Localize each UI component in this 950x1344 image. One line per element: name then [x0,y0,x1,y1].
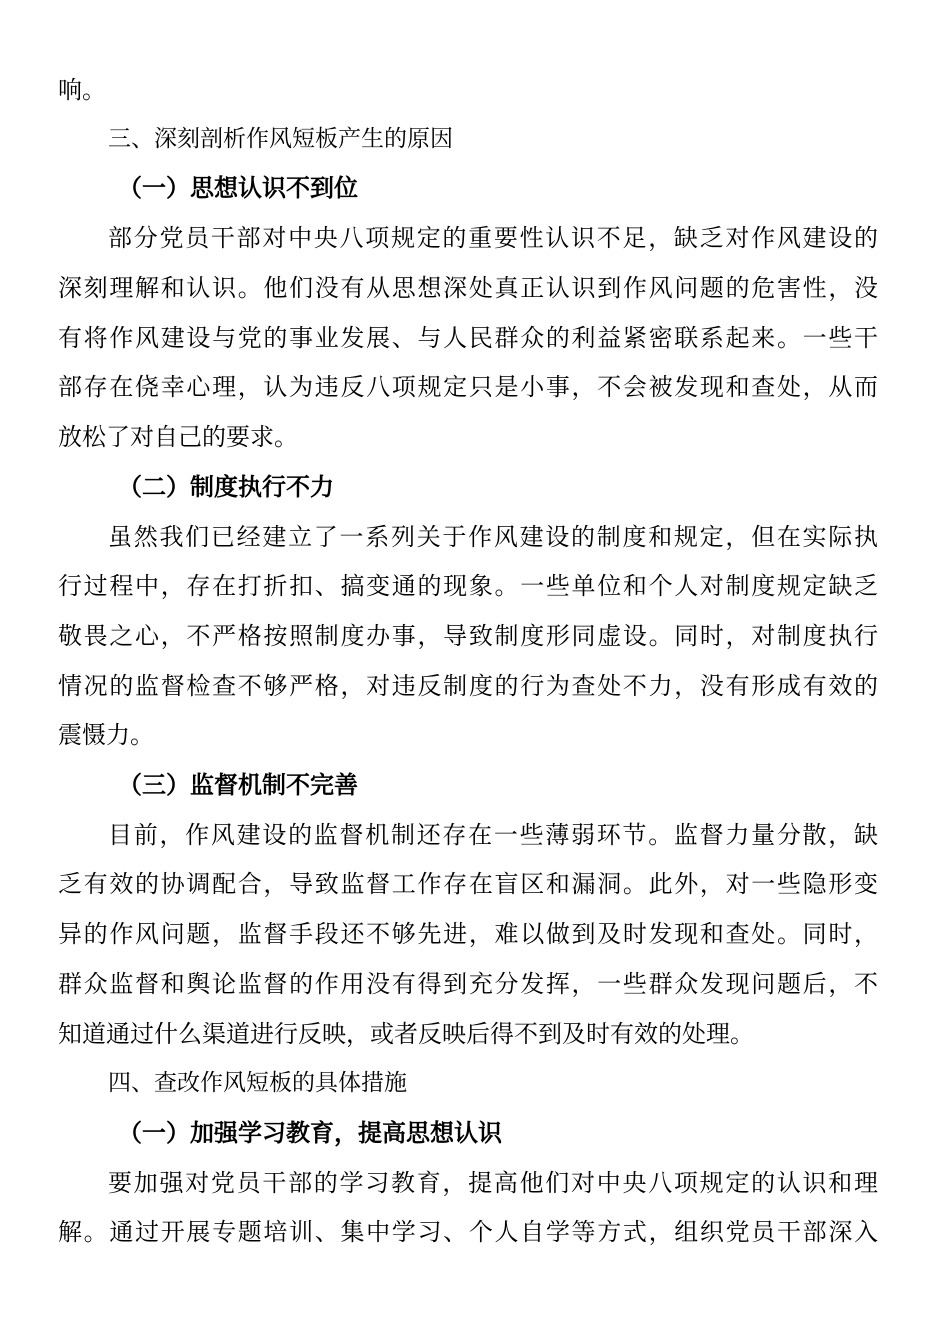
paragraph-line: 情况的监督检查不够严格，对违反制度的行为查处不力，没有形成有效的 [58,672,878,700]
paragraph-line: 要加强对党员干部的学习教育，提高他们对中央八项规定的认识和理 [108,1169,878,1197]
paragraph-line: 部存在侥幸心理，认为违反八项规定只是小事，不会被发现和查处，从而 [58,373,878,401]
paragraph-line: 敬畏之心，不严格按照制度办事，导致制度形同虚设。同时，对制度执行 [58,622,878,650]
paragraph-line: 虽然我们已经建立了一系列关于作风建设的制度和规定，但在实际执 [108,523,878,551]
paragraph-line: 异的作风问题，监督手段还不够先进，难以做到及时发现和查处。同时， [58,920,878,948]
paragraph-line: 解。通过开展专题培训、集中学习、个人自学等方式，组织党员干部深入 [58,1218,878,1246]
section-heading-3: 三、深刻剖析作风短板产生的原因 [108,126,453,152]
paragraph-line: 目前，作风建设的监督机制还存在一些薄弱环节。监督力量分散，缺 [108,821,878,849]
paragraph-line: 行过程中，存在打折扣、搞变通的现象。一些单位和个人对制度规定缺乏 [58,572,878,600]
paragraph-line: 有将作风建设与党的事业发展、与人民群众的利益紧密联系起来。一些干 [58,324,878,352]
paragraph-line: 乏有效的协调配合，导致监督工作存在盲区和漏洞。此外，对一些隐形变 [58,870,878,898]
subheading-4-1: （一）加强学习教育，提高思想认识 [118,1119,502,1147]
subheading-1: （一）思想认识不到位 [118,174,358,202]
subheading-2: （二）制度执行不力 [118,473,334,501]
paragraph-end-line: 震慑力。 [58,721,154,749]
paragraph-end-line: 响。 [58,76,106,104]
paragraph-line: 群众监督和舆论监督的作用没有得到充分发挥，一些群众发现问题后，不 [58,970,878,998]
paragraph-end-line: 放松了对自己的要求。 [58,423,298,451]
section-heading-4: 四、查改作风短板的具体措施 [108,1070,407,1096]
paragraph-line: 部分党员干部对中央八项规定的重要性认识不足，缺乏对作风建设的 [108,224,878,252]
paragraph-line: 深刻理解和认识。他们没有从思想深处真正认识到作风问题的危害性，没 [58,274,878,302]
subheading-3: （三）监督机制不完善 [118,771,358,799]
paragraph-end-line: 知道通过什么渠道进行反映，或者反映后得不到及时有效的处理。 [58,1020,754,1048]
